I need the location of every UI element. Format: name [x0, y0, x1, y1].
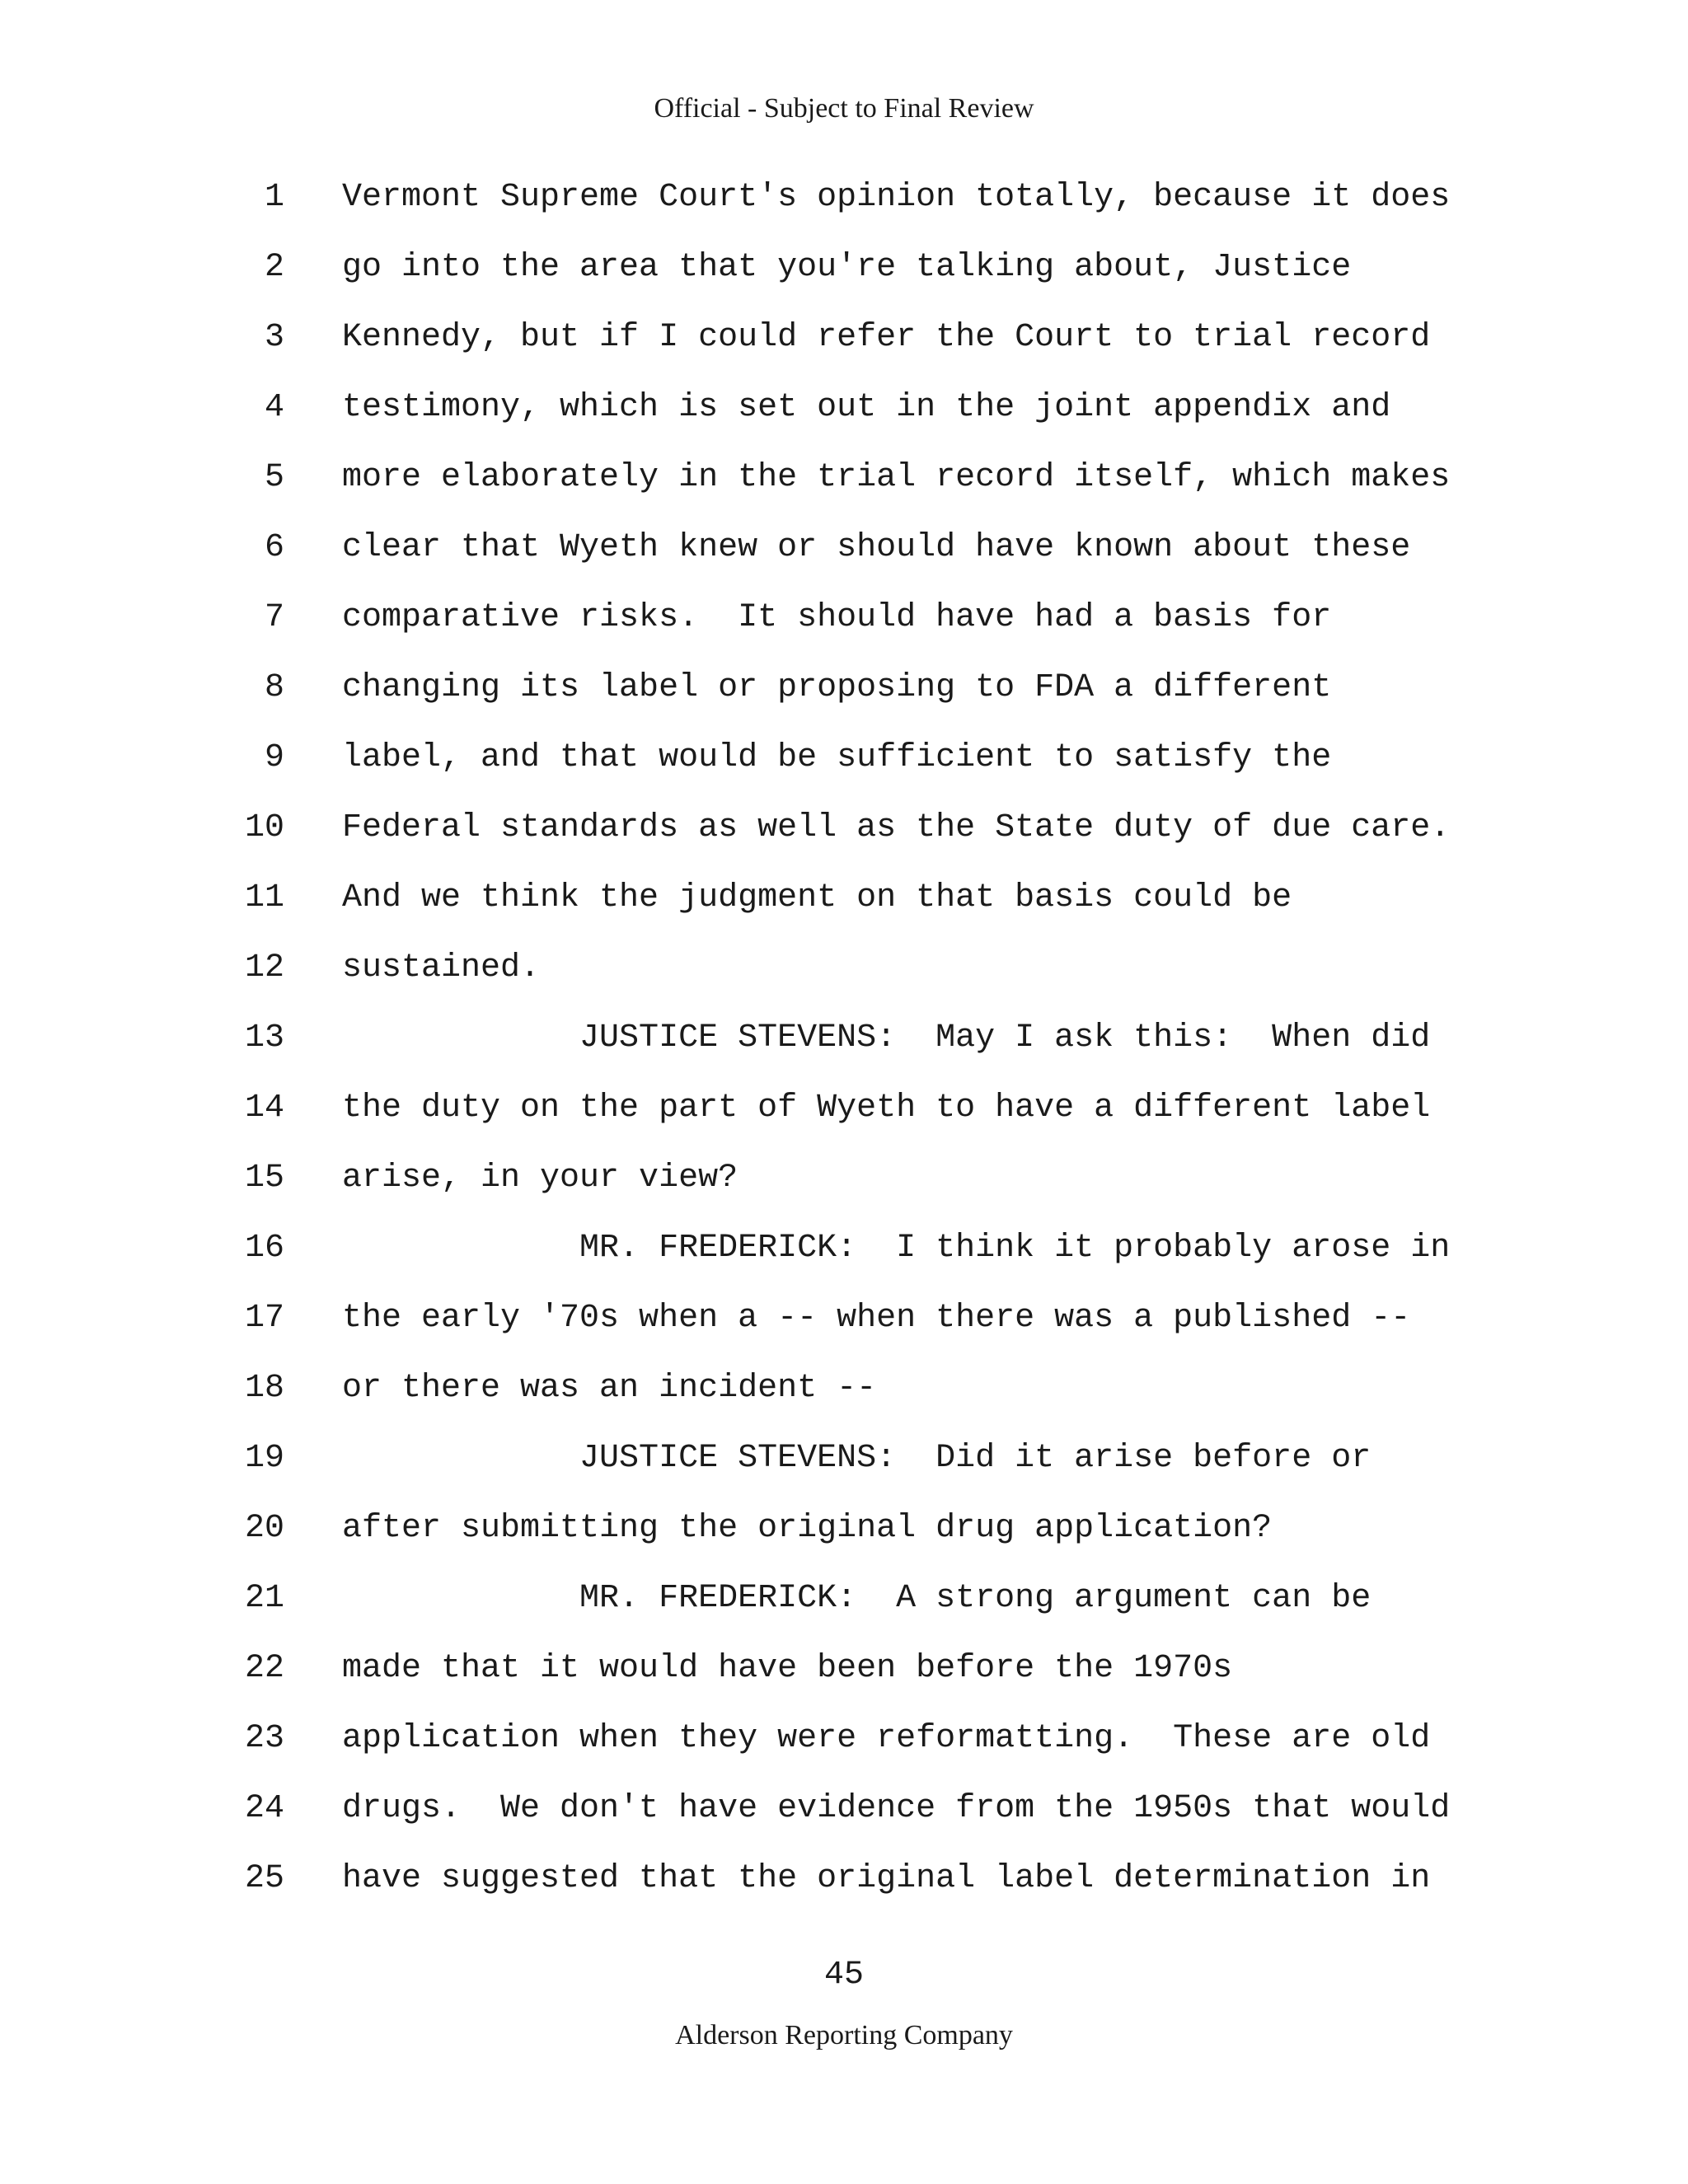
line-number: 11 [244, 879, 284, 916]
line-number: 24 [244, 1790, 284, 1827]
line-number: 18 [244, 1370, 284, 1407]
line-number: 9 [264, 739, 284, 776]
transcript-line [0, 453, 1688, 523]
line-text: arise, in your view? [342, 1160, 738, 1197]
transcript-line [0, 1504, 1688, 1574]
line-number: 19 [244, 1440, 284, 1477]
line-text: Kennedy, but if I could refer the Court to trial record [342, 319, 1431, 356]
line-number: 25 [244, 1860, 284, 1897]
transcript-line [0, 1784, 1688, 1854]
page-footer: Alderson Reporting Company [675, 2020, 1013, 2050]
line-number: 13 [244, 1019, 284, 1057]
transcript-line [0, 173, 1688, 243]
line-text: or there was an incident -- [342, 1370, 877, 1407]
line-text: JUSTICE STEVENS: May I ask this: When did [342, 1019, 1431, 1057]
line-text: And we think the judgment on that basis could be [342, 879, 1292, 916]
transcript-line [0, 313, 1688, 383]
transcript-line [0, 1714, 1688, 1784]
line-text: the duty on the part of Wyeth to have a different label [342, 1090, 1431, 1127]
line-number: 2 [264, 249, 284, 286]
line-text: testimony, which is set out in the joint appendix and [342, 389, 1391, 426]
transcript-line [0, 804, 1688, 874]
line-number: 17 [244, 1300, 284, 1337]
transcript-line [0, 874, 1688, 944]
line-number: 1 [264, 179, 284, 216]
line-number: 14 [244, 1090, 284, 1127]
transcript-line [0, 944, 1688, 1014]
transcript-line [0, 1644, 1688, 1714]
line-text: label, and that would be sufficient to satisfy the [342, 739, 1332, 776]
line-text: made that it would have been before the 1970s [342, 1650, 1233, 1687]
page-header: Official - Subject to Final Review [654, 93, 1034, 124]
transcript-line [0, 1854, 1688, 1924]
page-number: 45 [823, 1957, 864, 1994]
line-number: 21 [244, 1580, 284, 1617]
transcript-line [0, 1154, 1688, 1224]
transcript-line [0, 1294, 1688, 1364]
transcript-line [0, 1014, 1688, 1084]
line-text: more elaborately in the trial record itself, which makes [342, 459, 1451, 496]
line-number: 3 [264, 319, 284, 356]
line-text: clear that Wyeth knew or should have known about these [342, 529, 1411, 566]
line-text: MR. FREDERICK: I think it probably arose in [342, 1230, 1451, 1267]
line-number: 7 [264, 599, 284, 636]
line-text: Federal standards as well as the State duty of due care. [342, 809, 1451, 846]
transcript-line [0, 1434, 1688, 1504]
line-number: 12 [244, 949, 284, 987]
transcript-line [0, 663, 1688, 733]
transcript-line [0, 243, 1688, 313]
line-text: drugs. We don't have evidence from the 1950s that would [342, 1790, 1451, 1827]
transcript-line [0, 593, 1688, 663]
line-text: JUSTICE STEVENS: Did it arise before or [342, 1440, 1372, 1477]
line-number: 20 [244, 1510, 284, 1547]
line-number: 22 [244, 1650, 284, 1687]
line-number: 6 [264, 529, 284, 566]
line-text: have suggested that the original label determination in [342, 1860, 1431, 1897]
line-text: after submitting the original drug application? [342, 1510, 1273, 1547]
line-number: 23 [244, 1720, 284, 1757]
line-text: Vermont Supreme Court's opinion totally, because it does [342, 179, 1451, 216]
line-text: changing its label or proposing to FDA a different [342, 669, 1332, 706]
line-text: sustained. [342, 949, 541, 987]
line-number: 4 [264, 389, 284, 426]
transcript-line [0, 1084, 1688, 1154]
transcript-line [0, 1364, 1688, 1434]
line-number: 5 [264, 459, 284, 496]
line-text: MR. FREDERICK: A strong argument can be [342, 1580, 1372, 1617]
line-text: the early '70s when a -- when there was a published -- [342, 1300, 1411, 1337]
line-number: 16 [244, 1230, 284, 1267]
transcript-lines [0, 173, 1688, 1924]
line-number: 10 [244, 809, 284, 846]
transcript-line [0, 1574, 1688, 1644]
line-text: application when they were reformatting. These are old [342, 1720, 1431, 1757]
line-number: 15 [244, 1160, 284, 1197]
transcript-line [0, 1224, 1688, 1294]
transcript-line [0, 383, 1688, 453]
transcript-line [0, 523, 1688, 593]
transcript-line [0, 733, 1688, 804]
line-number: 8 [264, 669, 284, 706]
line-text: comparative risks. It should have had a basis for [342, 599, 1332, 636]
line-text: go into the area that you're talking about, Justice [342, 249, 1352, 286]
